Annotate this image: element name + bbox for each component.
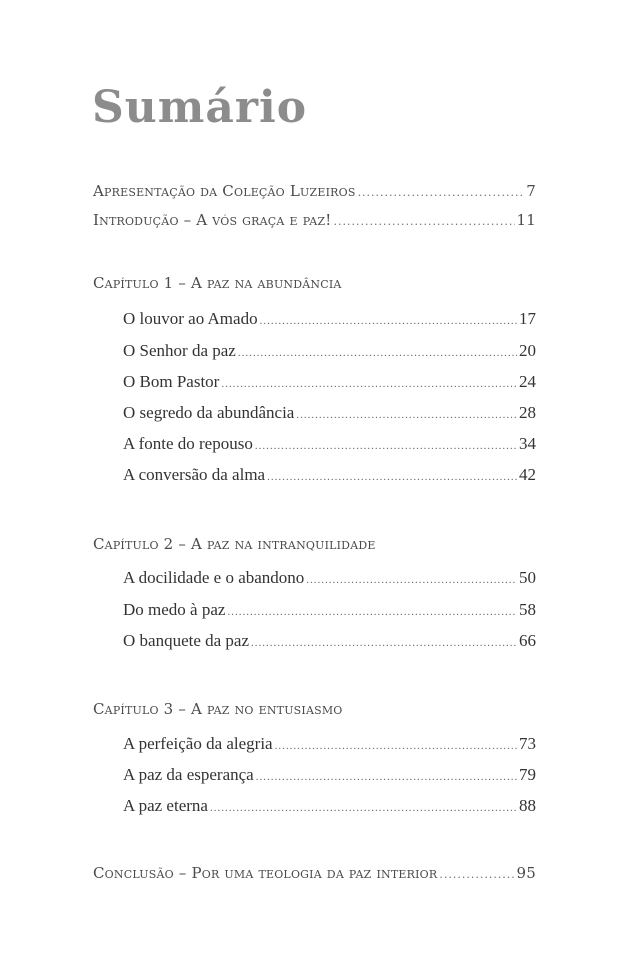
toc-entry[interactable] [123, 765, 536, 785]
toc-entry[interactable] [123, 465, 536, 485]
toc-entry-page: 79 [519, 765, 536, 784]
toc-entry-label: O louvor ao Amado [123, 309, 258, 328]
toc-entry[interactable] [123, 631, 536, 651]
toc-entry-page: 11 [516, 211, 536, 229]
toc-entry[interactable] [123, 434, 536, 454]
toc-entry-label: Apresentação da Coleção Luzeiros [93, 182, 356, 200]
dot-leader [256, 771, 517, 783]
toc-entry-introducao[interactable] [93, 211, 536, 229]
dot-leader [221, 378, 517, 390]
dot-leader [255, 440, 517, 452]
toc-entry-label: O Bom Pastor [123, 372, 220, 391]
toc-entry[interactable] [123, 796, 536, 816]
chapter-2-heading[interactable]: Capítulo 2 – A paz na intranquilidade [93, 535, 376, 553]
toc-entry[interactable] [123, 403, 536, 423]
toc-entry-label: A perfeição da alegria [123, 734, 273, 753]
toc-entry-page: 73 [519, 734, 536, 753]
toc-entry-label: A paz eterna [123, 796, 208, 815]
toc-entry-page: 34 [519, 434, 536, 453]
toc-entry[interactable] [123, 734, 536, 754]
dot-leader [358, 186, 525, 199]
toc-entry-page: 42 [519, 465, 536, 484]
toc-entry-page: 66 [519, 631, 536, 650]
toc-entry-label: O Senhor da paz [123, 341, 236, 360]
dot-leader [334, 215, 515, 228]
dot-leader [210, 802, 517, 814]
toc-entry-page: 50 [519, 568, 536, 587]
toc-entry-label: A fonte do repouso [123, 434, 253, 453]
toc-entry-conclusao[interactable] [93, 864, 536, 882]
toc-entry-page: 20 [519, 341, 536, 360]
toc-entry-label: Introdução – A vós graça e paz! [93, 211, 332, 229]
toc-entry-page: 28 [519, 403, 536, 422]
toc-entry-page: 88 [519, 796, 536, 815]
toc-entry-label: A paz da esperança [123, 765, 254, 784]
toc-entry[interactable] [123, 568, 536, 588]
toc-entry[interactable] [123, 309, 536, 329]
toc-entry-label: O banquete da paz [123, 631, 250, 650]
toc-entry[interactable] [123, 372, 536, 392]
dot-leader [306, 574, 517, 586]
toc-entry[interactable] [123, 600, 536, 620]
chapter-3-heading[interactable]: Capítulo 3 – A paz no entusiasmo [93, 700, 343, 718]
dot-leader [275, 740, 517, 752]
dot-leader [227, 606, 517, 618]
dot-leader [260, 315, 517, 327]
toc-entry-label: O segredo da abundância [123, 403, 295, 422]
dot-leader [238, 347, 517, 359]
page-title: Sumário [92, 82, 308, 133]
toc-entry-page: 58 [519, 600, 536, 619]
toc-entry-label: A conversão da alma [123, 465, 266, 484]
toc-entry-page: 95 [516, 864, 536, 882]
dot-leader [296, 409, 517, 421]
dot-leader [439, 868, 514, 881]
chapter-1-heading[interactable]: Capítulo 1 – A paz na abundância [93, 274, 342, 292]
dot-leader [251, 637, 517, 649]
dot-leader [267, 471, 517, 483]
toc-entry-page: 7 [526, 182, 536, 200]
toc-entry-page: 17 [519, 309, 536, 328]
toc-entry[interactable] [123, 341, 536, 361]
toc-entry-page: 24 [519, 372, 536, 391]
toc-entry-label: A docilidade e o abandono [123, 568, 305, 587]
toc-entry-label: Do medo à paz [123, 600, 226, 619]
toc-entry-apresentacao[interactable] [93, 182, 536, 200]
toc-entry-label: Conclusão – Por uma teologia da paz interior [93, 864, 438, 882]
